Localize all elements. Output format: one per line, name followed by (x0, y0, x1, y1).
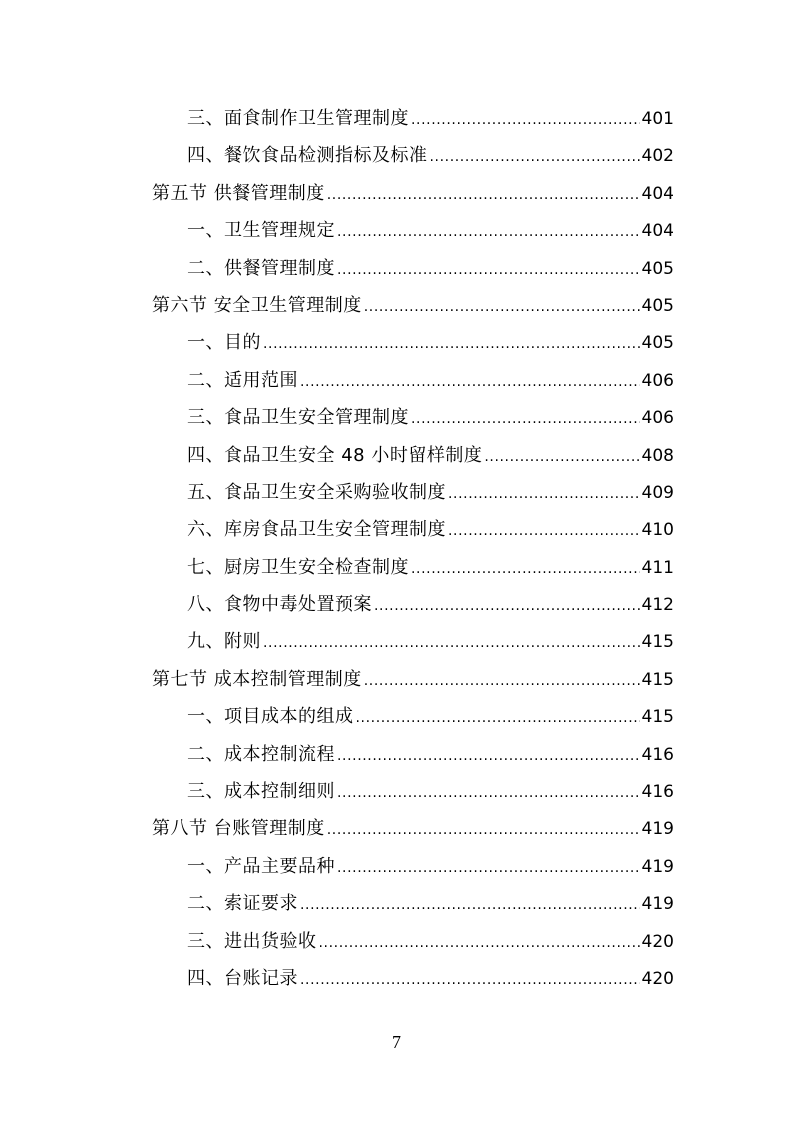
toc-page-number: 411 (641, 557, 674, 578)
toc-entry-title: 二、索证要求 (187, 893, 298, 915)
toc-entry-title: 八、食物中毒处置预案 (187, 594, 372, 616)
toc-leader-dots (364, 289, 640, 326)
toc-entry-title: 第五节 供餐管理制度 (152, 182, 325, 204)
toc-page-number: 419 (641, 856, 674, 877)
toc-entry-title: 四、食品卫生安全 48 小时留样制度 (187, 444, 483, 466)
toc-leader-dots (430, 139, 640, 176)
toc-entry-title: 九、附则 (187, 631, 261, 653)
toc-entry-title: 第七节 成本控制管理制度 (152, 668, 362, 690)
toc-entry[interactable] (152, 623, 674, 660)
toc-page-number: 405 (641, 333, 674, 354)
toc-entry-title: 四、台账记录 (187, 967, 298, 989)
toc-leader-dots (337, 214, 640, 251)
toc-page-number: 412 (641, 595, 674, 616)
toc-entry[interactable] (152, 586, 674, 623)
toc-entry[interactable] (152, 736, 674, 773)
toc-page-number: 409 (641, 482, 674, 503)
toc-leader-dots (411, 102, 640, 139)
toc-entry[interactable] (152, 399, 674, 436)
toc-page-number: 401 (641, 109, 674, 129)
toc-entry[interactable] (152, 698, 674, 735)
toc-entry[interactable] (152, 885, 674, 922)
toc-page-number: 415 (641, 669, 674, 690)
toc-leader-dots (300, 962, 640, 999)
toc-entry[interactable] (152, 773, 674, 810)
toc-leader-dots (319, 925, 640, 962)
toc-leader-dots (327, 177, 640, 214)
toc-page-number: 419 (641, 894, 674, 915)
toc-entry[interactable] (152, 137, 674, 174)
toc-entry[interactable] (152, 250, 674, 287)
toc-leader-dots (411, 551, 640, 588)
toc-entry-title: 第六节 安全卫生管理制度 (152, 294, 362, 316)
toc-entry-title: 三、进出货验收 (187, 930, 317, 952)
toc-entry[interactable] (152, 549, 674, 586)
toc-section-entry[interactable] (152, 175, 674, 212)
toc-page-number: 406 (641, 408, 674, 429)
table-of-contents (152, 100, 674, 997)
toc-page-number: 402 (641, 146, 674, 167)
toc-page-number: 410 (641, 520, 674, 541)
toc-page-number: 415 (641, 632, 674, 653)
toc-entry-title: 五、食品卫生安全采购验收制度 (187, 481, 446, 503)
toc-leader-dots (337, 775, 640, 812)
toc-page-number: 408 (641, 445, 674, 466)
toc-page-number: 420 (641, 968, 674, 989)
toc-entry[interactable] (152, 511, 674, 548)
toc-entry[interactable] (152, 848, 674, 885)
toc-leader-dots (356, 700, 640, 737)
toc-entry-title: 二、适用范围 (187, 369, 298, 391)
toc-entry[interactable] (152, 362, 674, 399)
toc-entry[interactable] (152, 100, 674, 137)
toc-section-entry[interactable] (152, 661, 674, 698)
toc-page-number: 416 (641, 744, 674, 765)
toc-entry-title: 二、供餐管理制度 (187, 257, 335, 279)
toc-entry-title: 一、目的 (187, 332, 261, 354)
toc-page-number: 420 (641, 931, 674, 952)
toc-leader-dots (448, 513, 640, 550)
toc-page-number: 404 (641, 221, 674, 242)
toc-leader-dots (484, 439, 639, 476)
toc-section-entry[interactable] (152, 810, 674, 847)
toc-entry-title: 三、面食制作卫生管理制度 (187, 108, 409, 129)
toc-leader-dots (263, 625, 640, 662)
toc-leader-dots (337, 850, 640, 887)
toc-entry[interactable] (152, 324, 674, 361)
toc-entry-title: 一、项目成本的组成 (187, 706, 354, 728)
toc-leader-dots (300, 364, 640, 401)
toc-entry[interactable] (152, 437, 674, 474)
toc-page-number: 405 (641, 258, 674, 279)
toc-leader-dots (374, 588, 640, 625)
toc-leader-dots (364, 663, 640, 700)
toc-entry-title: 三、成本控制细则 (187, 781, 335, 803)
toc-entry-title: 四、餐饮食品检测指标及标准 (187, 145, 428, 167)
toc-leader-dots (411, 401, 640, 438)
toc-leader-dots (448, 476, 640, 513)
toc-page-number: 416 (641, 782, 674, 803)
toc-leader-dots (327, 812, 640, 849)
toc-entry-title: 六、库房食品卫生安全管理制度 (187, 519, 446, 541)
toc-page-number: 406 (641, 370, 674, 391)
toc-entry[interactable] (152, 212, 674, 249)
toc-page-number: 415 (641, 707, 674, 728)
toc-entry[interactable] (152, 960, 674, 997)
toc-entry-title: 三、食品卫生安全管理制度 (187, 407, 409, 429)
toc-leader-dots (337, 738, 640, 775)
toc-entry-title: 第八节 台账管理制度 (152, 818, 325, 840)
toc-entry[interactable] (152, 474, 674, 511)
toc-section-entry[interactable] (152, 287, 674, 324)
toc-leader-dots (300, 887, 640, 924)
toc-page-number: 404 (641, 183, 674, 204)
toc-leader-dots (263, 326, 640, 363)
toc-leader-dots (337, 252, 640, 289)
toc-entry-title: 二、成本控制流程 (187, 743, 335, 765)
toc-entry[interactable] (152, 923, 674, 960)
toc-entry-title: 一、产品主要品种 (187, 855, 335, 877)
toc-page-number: 419 (641, 819, 674, 840)
toc-page-number: 405 (641, 295, 674, 316)
page-footer-number: 7 (392, 1032, 401, 1052)
toc-entry-title: 七、厨房卫生安全检查制度 (187, 556, 409, 578)
toc-entry-title: 一、卫生管理规定 (187, 220, 335, 242)
